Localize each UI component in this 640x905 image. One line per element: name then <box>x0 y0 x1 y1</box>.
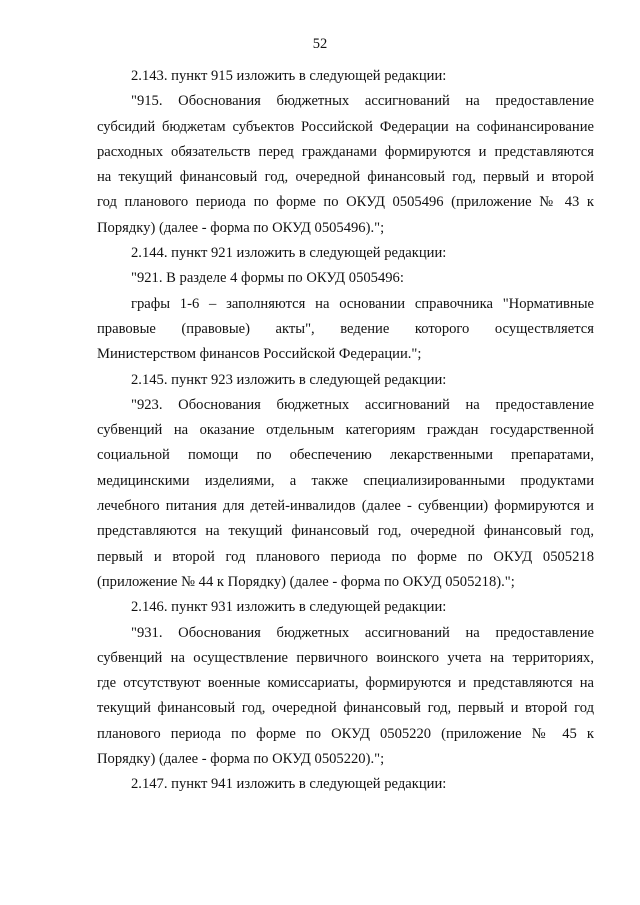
text-line: лечебного питания для детей-инвалидов (далее - субвенции) формируются и <box>97 498 594 515</box>
text-line: 2.144. пункт 921 изложить в следующей редакции: <box>131 245 447 262</box>
text-line: где отсутствуют военные комиссариаты, формируются и представляются на <box>97 675 594 692</box>
text-line: правовые (правовые) акты", ведение которого осуществляется <box>97 320 594 337</box>
text-line: "931. Обоснования бюджетных ассигнований на предоставление <box>131 624 594 641</box>
text-line: "923. Обоснования бюджетных ассигнований на предоставление <box>131 396 594 413</box>
text-line: 2.143. пункт 915 изложить в следующей редакции: <box>131 68 447 84</box>
text-line: Министерством финансов Российской Федерации."; <box>97 346 422 363</box>
text-line: "915. Обоснования бюджетных ассигнований на предоставление <box>131 93 594 110</box>
text-line: 2.147. пункт 941 изложить в следующей редакции: <box>131 776 447 793</box>
text-line: текущий финансовый год, очередной финансовый год, первый и второй год <box>97 700 594 717</box>
text-line: первый и второй год планового периода по форме по ОКУД 0505218 <box>97 548 594 565</box>
text-line: субсидий бюджетам субъектов Российской Федерации на софинансирование <box>97 118 594 135</box>
text-line: 2.146. пункт 931 изложить в следующей редакции: <box>131 599 447 616</box>
text-line: субвенций на осуществление первичного воинского учета на территориях, <box>97 649 594 666</box>
text-line: медицинскими изделиями, а также специализированными продуктами <box>97 472 594 489</box>
text-line: представляются на текущий финансовый год, очередной финансовый год, <box>97 523 594 540</box>
text-line: расходных обязательств перед гражданами формируются и представляются <box>97 143 594 160</box>
text-line: (приложение № 44 к Порядку) (далее - форма по ОКУД 0505218)."; <box>97 573 515 590</box>
text-line: графы 1-6 – заполняются на основании справочника "Нормативные <box>131 295 594 312</box>
page-number: 52 <box>312 36 328 52</box>
text-line: год планового периода по форме по ОКУД 0505496 (приложение № 43 к <box>97 194 594 211</box>
text-line: социальной помощи по обеспечению лекарственными препаратами, <box>97 447 594 464</box>
text-line: планового периода по форме по ОКУД 0505220 (приложение № 45 к <box>97 725 594 742</box>
document-body <box>97 64 594 798</box>
text-line: Порядку) (далее - форма по ОКУД 0505220)."; <box>97 751 385 768</box>
text-line: 2.145. пункт 923 изложить в следующей редакции: <box>131 371 447 388</box>
text-line: субвенций на оказание отдельным категориям граждан государственной <box>97 422 594 439</box>
text-line: Порядку) (далее - форма по ОКУД 0505496)."; <box>97 219 385 236</box>
text-line: "921. В разделе 4 формы по ОКУД 0505496: <box>131 270 404 287</box>
text-line: на текущий финансовый год, очередной финансовый год, первый и второй <box>97 169 594 186</box>
